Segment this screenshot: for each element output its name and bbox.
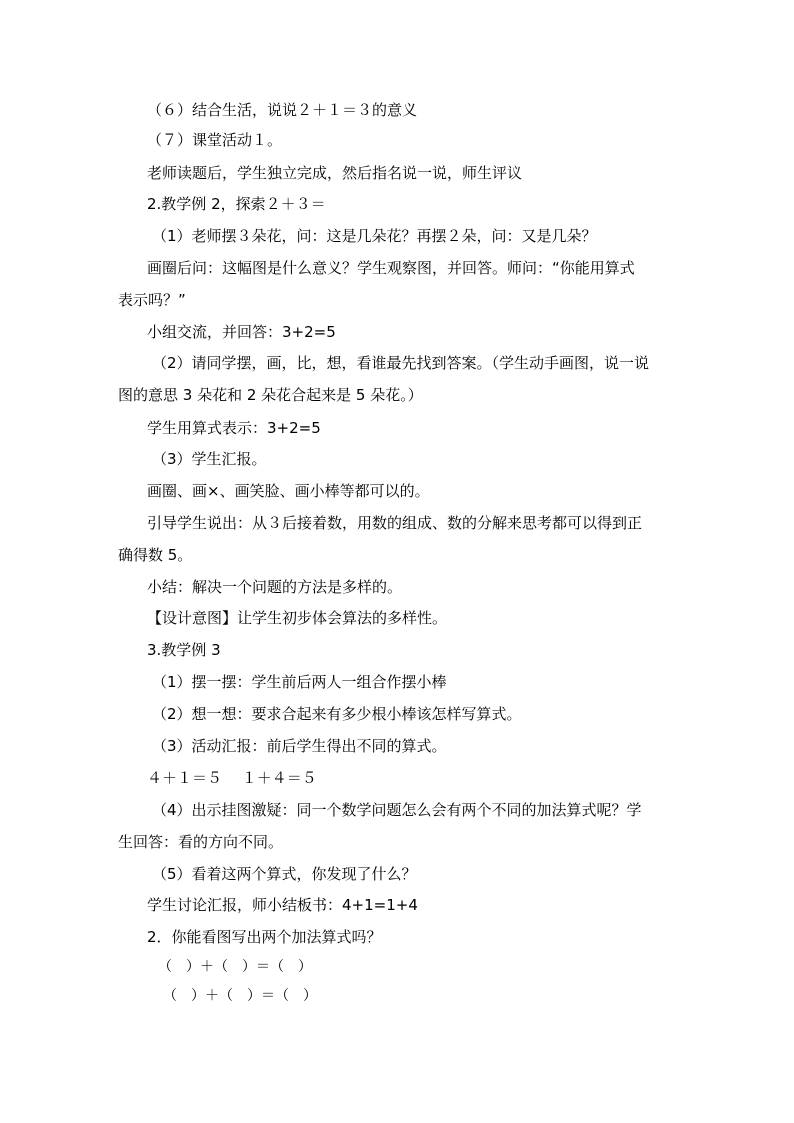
example-3-step-5: （5）看着这两个算式，你发现了什么？ <box>152 865 417 883</box>
example-3-step-3: （3）活动汇报：前后学生得出不同的算式。 <box>152 737 447 755</box>
example-2-step-1: （1）老师摆３朵花，问：这是几朵花？再摆２朵，问：又是几朵？ <box>152 227 597 245</box>
example-3-heading: 3.教学例 3 <box>147 641 221 659</box>
example-2-step-2: （2）请同学摆，画，比，想，看谁最先找到答案。（学生动手画图，说一说 <box>152 354 650 372</box>
circle-question-text: 画圈后问：这幅图是什么意义？学生观察图，并回答。师问：“你能用算式 <box>147 259 635 277</box>
blank-equation-1: （ ）＋（ ）＝（ ） <box>158 959 312 975</box>
group-exchange-text: 小组交流，并回答：3+2=5 <box>147 323 336 341</box>
example-3-step-2: （2）想一想：要求合起来有多少根小棒该怎样写算式。 <box>152 705 522 723</box>
teacher-instruction-text: 老师读题后，学生独立完成，然后指名说一说，师生评议 <box>147 164 523 182</box>
example-3-step-4: （4）出示挂图激疑：同一个数学问题怎么会有两个不同的加法算式呢？学 <box>152 801 642 819</box>
example-2-step-2-continued: 图的意思 3 朵花和 2 朵花合起来是 5 朵花。） <box>118 386 423 404</box>
example-2-heading: 2.教学例 2，探索２＋３＝ <box>147 195 326 213</box>
exercise-2-heading: 2．你能看图写出两个加法算式吗？ <box>147 928 382 946</box>
circle-question-continued: 表示吗？” <box>118 291 186 309</box>
design-intent-text: 【设计意图】让学生初步体会算法的多样性。 <box>147 609 448 627</box>
student-equation-text: 学生用算式表示：3+2=5 <box>147 419 321 437</box>
example-3-step-4-continued: 生回答：看的方向不同。 <box>118 833 284 851</box>
example-3-step-1: （1）摆一摆：学生前后两人一组合作摆小棒 <box>152 673 447 691</box>
board-summary-text: 学生讨论汇报，师小结板书：4+1=1+4 <box>147 896 418 914</box>
example-2-step-3: （3）学生汇报。 <box>152 450 267 468</box>
step-6-text: （６）结合生活，说说２＋１＝３的意义 <box>147 101 418 119</box>
blank-equation-2: （ ）＋（ ）＝（ ） <box>163 988 317 1004</box>
drawing-methods-text: 画圈、画×、画笑脸、画小棒等都可以的。 <box>147 482 430 500</box>
equations-text: ４＋１＝５ １＋４＝５ <box>147 769 317 787</box>
summary-text: 小结：解决一个问题的方法是多样的。 <box>147 578 403 596</box>
guide-students-continued: 确得数 5。 <box>118 546 193 564</box>
guide-students-text: 引导学生说出：从３后接着数，用数的组成、数的分解来思考都可以得到正 <box>147 514 643 532</box>
step-7-text: （７）课堂活动１。 <box>147 131 283 149</box>
